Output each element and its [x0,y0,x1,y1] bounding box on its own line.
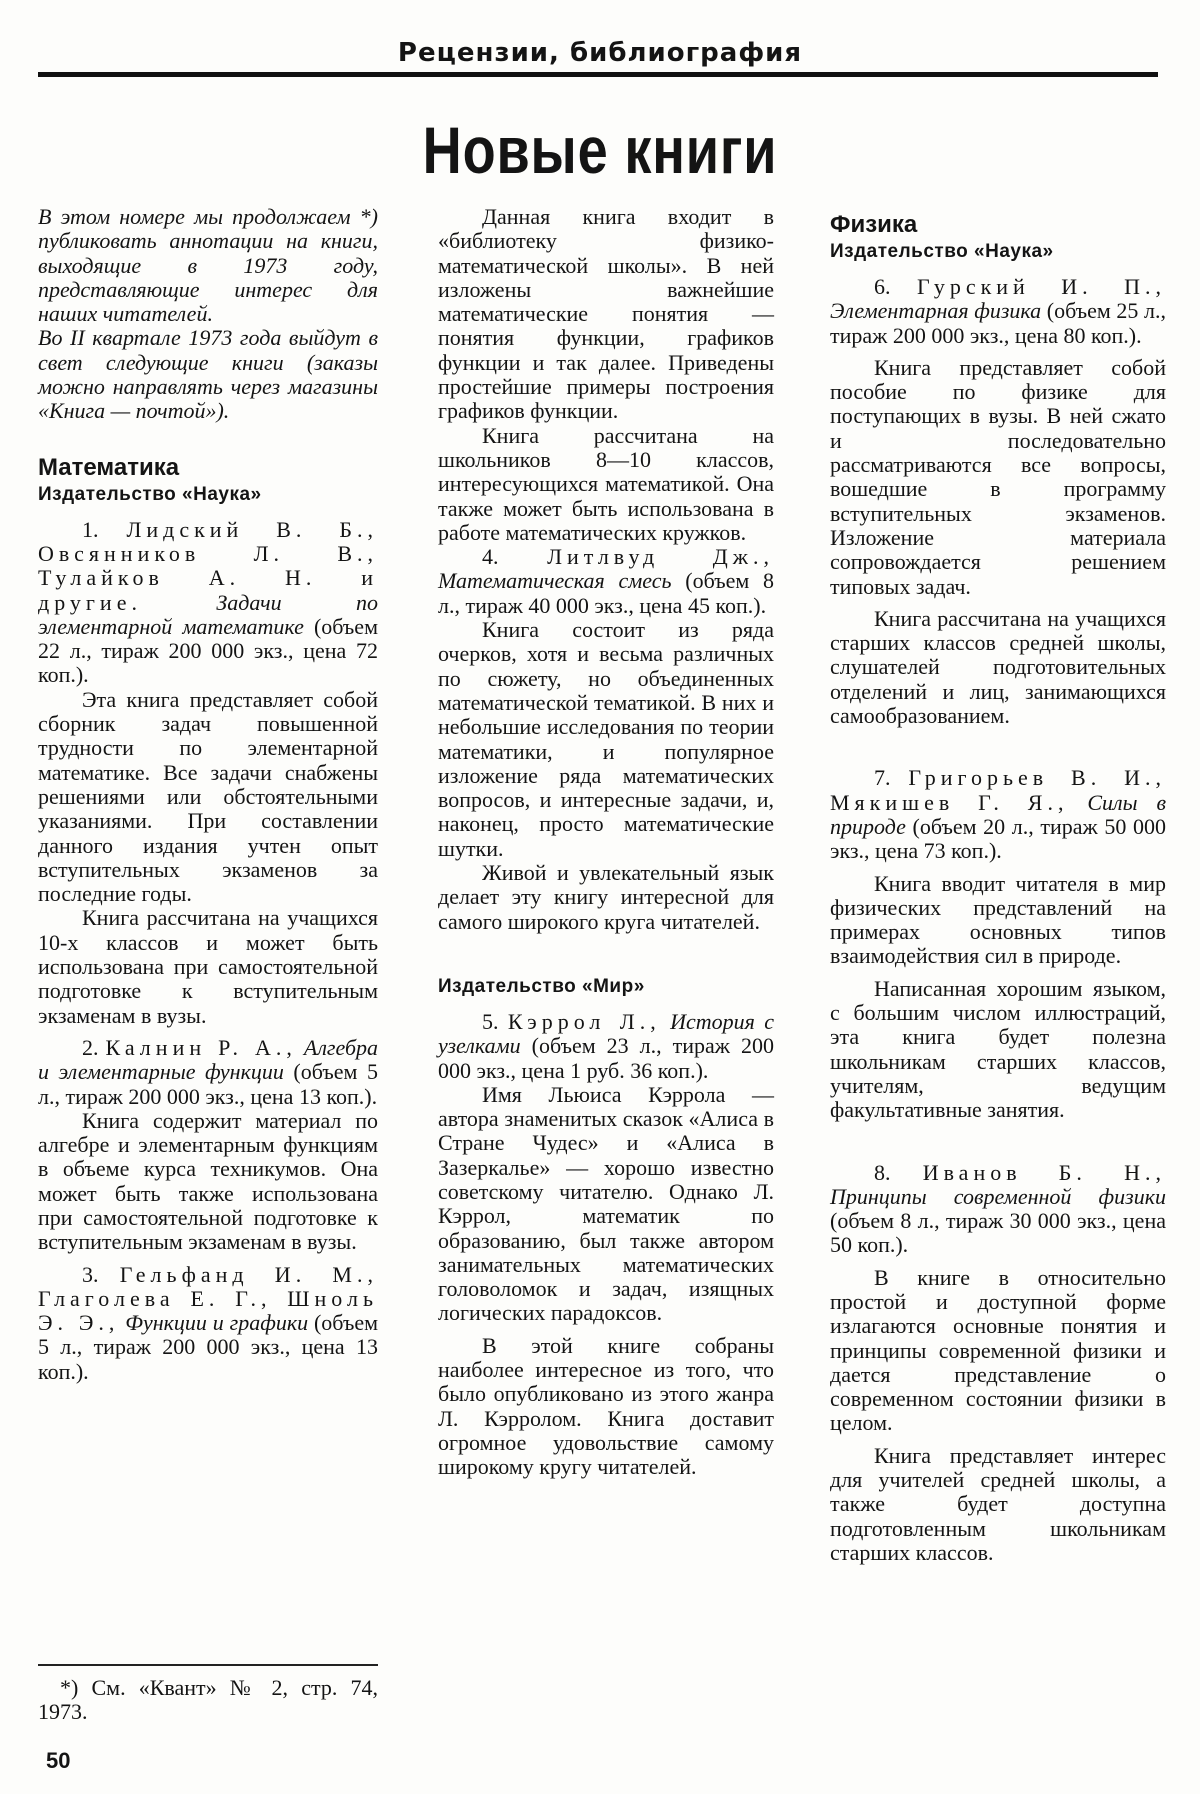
book-title: Силы в природе [830,789,1166,839]
publisher-nauka-math: Издательство «Наука» [38,483,262,505]
book-description: Книга представляет собой пособие по физике для поступающих в вузы. В ней сжато и последовательно рассматриваются все вопросы, вошедшие в программу вступительных экзаменов. Изложение материала сопровождается решением типовых задач. [830,354,1166,599]
book-author: Гурский И. П., [916,274,1167,299]
book-description: Книга содержит материал по алгебре и элементарным функциям в объеме курса техникумов. Она может быть также использована при самостоятельной подготовке к вступительным экзаменам в вузы. [38,1107,378,1255]
book-entry-8 [830,1161,1166,1258]
section-header: Рецензии, библиография [397,38,803,68]
book-author: Григорьев В. И., Мякишев Г. Я., [830,765,1166,815]
section-title-physics: Физика [830,211,918,238]
book-author: Лидский В. Б., Овсянников Л. В., Тулайков А. Н. и другие. [38,516,378,615]
book-details: (объем 22 л., тираж 200 000 экз., цена 72 коп.). [38,613,378,688]
page-title: Новые книги [422,113,778,187]
book-number: 1. [82,516,99,542]
book-entry-1 [38,518,378,688]
intro-paragraph: В этом номере мы продолжаем *) публиковать аннотации на книги, выходящие в 1973 году, представляющие интерес для наших читателей. [38,204,378,327]
publisher-mir: Издательство «Мир» [438,975,645,997]
book-number: 4. [482,544,499,570]
page-number: 50 [46,1748,71,1773]
book-title: Элементарная физика [830,298,1042,324]
book-entry-2 [38,1036,378,1109]
book-title: Задачи по элементарной математике [38,589,378,639]
book-details: (объем 5 л., тираж 200 000 экз., цена 13 коп.). [38,1310,379,1384]
book-description: Живой и увлекательный язык делает эту книгу интересной для самого широкого круга читателей. [438,860,774,934]
book-details: (объем 25 л., тираж 200 000 экз., цена 80 коп.). [830,298,1167,348]
spacer [830,728,1166,766]
book-description: Книга представляет интерес для учителей средней школы, а также будет доступна подготовленным школьникам старших классов. [830,1442,1166,1565]
book-description: Имя Льюиса Кэррола — автора знаменитых сказок «Алиса в Стране Чудес» и «Алиса в Зазеркалье» — хорошо известно советскому читателю. Однако Л. Кэррол, математик по образованию, был также автором занимательных математических головоломок и задач, изящных логических парадоксов. [438,1081,774,1326]
book-title: Алгебра и элементарные функции [38,1034,379,1085]
book-entry-5 [438,1010,774,1083]
book-description: В книге в относительно простой и доступной форме излагаются основные понятия и принципы современной физики и дается представление о современном состоянии физики в целом. [830,1264,1166,1436]
book-description: Данная книга входит в «библиотеку физико-математической школы». В ней изложены важнейшие математические понятия — понятия функции, графиков функции и так далее. Приведены простейшие примеры построения графиков функции. [438,204,774,424]
book-details: (объем 5 л., тираж 200 000 экз., цена 13 коп.). [38,1059,378,1109]
book-title: Принципы современной физики [830,1183,1166,1209]
book-number: 8. [874,1159,891,1185]
column-1 [38,205,378,1384]
book-number: 6. [874,274,891,299]
book-description: Книга состоит из ряда очерков, хотя и весьма различных по сюжету, но объединенных математической тематикой. В них и небольшие исследования по теории математики, и популярное изложение ряда математических вопросов, и интересные задачи, и, наконец, просто математические шутки. [438,617,774,861]
publisher-nauka-physics: Издательство «Наука» [830,241,1054,262]
section-title-math: Математика [38,453,180,481]
book-description: Книга вводит читателя в мир физических представлений на примерах основных типов взаимодействия сил в природе. [830,870,1166,969]
book-description: Книга рассчитана на учащихся старших классов средней школы, слушателей подготовительных отделений и лиц, занимающихся самообразованием. [830,605,1166,729]
book-details: (объем 23 л., тираж 200 000 экз., цена 1 руб. 36 коп.). [438,1033,774,1083]
column-2 [438,205,774,1480]
book-author: Литлвуд Дж., [547,544,775,570]
book-author: Калнин Р. А., [105,1034,297,1060]
book-title: Функции и графики [125,1310,309,1336]
footnote-rule [38,1664,378,1666]
book-details: (объем 8 л., тираж 40 000 экз., цена 45 коп.). [438,568,774,618]
intro-paragraph: Во II квартале 1973 года выйдут в свет следующие книги (заказы можно направлять через магазины «Книга — почтой»). [38,325,378,424]
book-description: Книга рассчитана на школьников 8—10 классов, интересующихся математикой. Она также может быть использована в работе математических кружков. [438,422,774,545]
book-number: 5. [482,1008,499,1034]
book-description: Эта книга представляет собой сборник задач повышенной трудности по элементарной математике. Все задачи снабжены решениями или обстоятельными указаниями. При составлении данного издания учтен опыт вступительных экзаменов за последние годы. [38,686,378,907]
book-author: Кэррол Л., [507,1008,661,1034]
book-description: В этой книге собраны наиболее интересное из того, что было опубликовано из этого жанра Л. Кэрролом. Книга доставит огромное удовольствие самому широкому кругу читателей. [438,1332,774,1480]
spacer [830,1123,1166,1161]
book-author: Иванов Б. Н., [922,1159,1166,1185]
book-entry-3 [38,1263,378,1384]
book-number: 3. [82,1261,99,1287]
book-description: Книга рассчитана на учащихся 10-х классов и может быть использована при самостоятельной подготовке к вступительным экзаменам в вузы. [38,905,378,1028]
book-details: (объем 20 л., тираж 50 000 экз., цена 73 коп.). [830,813,1166,864]
book-details: (объем 8 л., тираж 30 000 экз., цена 50 коп.). [830,1208,1166,1258]
book-entry-7 [830,766,1166,863]
book-number: 2. [82,1034,99,1060]
book-description: Написанная хорошим языком, с большим числом иллюстраций, эта книга будет полезна школьникам старших классов, учителям, ведущим факультативные занятия. [830,975,1166,1123]
book-entry-4 [438,545,774,618]
book-author: Гельфанд И. М., Глаголева Е. Г., Шноль Э. Э., [38,1261,378,1336]
header-rule [38,72,1158,77]
column-3 [830,205,1166,1565]
book-number: 7. [874,765,891,791]
book-title: Математическая смесь [438,568,672,594]
footnote: *) См. «Квант» № 2, стр. 74, 1973. [38,1675,378,1724]
book-entry-6 [830,275,1166,348]
book-title: История с узелками [438,1008,775,1059]
